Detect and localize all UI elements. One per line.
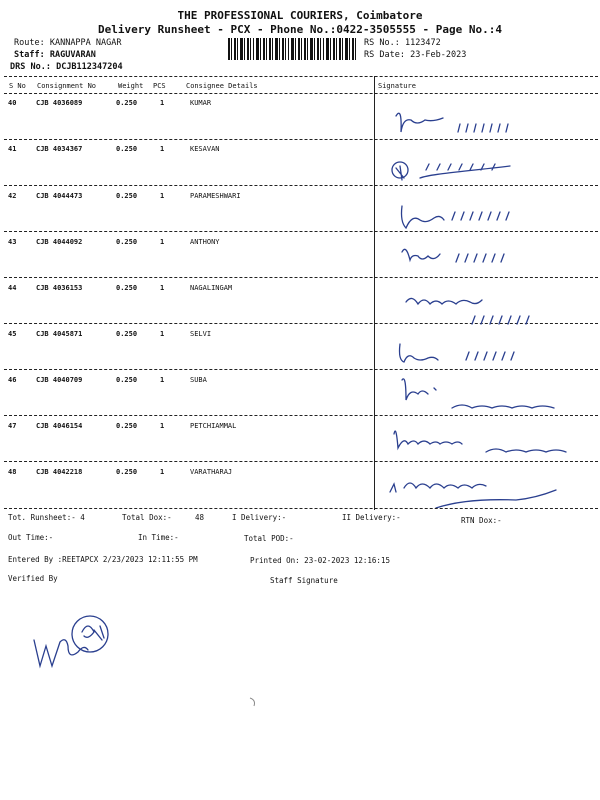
row-consignee: SELVI <box>190 330 212 338</box>
row-weight: 0.250 <box>116 238 138 246</box>
staff-value: RAGUVARAN <box>49 50 96 60</box>
row-consignment: CJB 4044092 <box>36 238 83 246</box>
runsheet-subtitle: Delivery Runsheet - PCX - Phone No.:0422-3505555 - Page No.:4 <box>98 23 502 36</box>
row-sno: 43 <box>8 238 17 246</box>
row-weight: 0.250 <box>116 192 138 200</box>
row-sno: 45 <box>8 330 17 338</box>
verified-by-label: Verified By <box>8 574 58 583</box>
row-consignee: VARATHARAJ <box>190 468 233 476</box>
row-consignment: CJB 4040709 <box>36 376 83 384</box>
row-consignment: CJB 4036089 <box>36 99 83 107</box>
drs-label: DRS No.: <box>10 62 51 72</box>
table-top-rule <box>4 76 598 77</box>
row-divider <box>4 369 598 370</box>
staff-line <box>14 50 96 60</box>
rs-date-line <box>364 50 466 60</box>
printed-on: Printed On: 23-02-2023 12:16:15 <box>250 556 390 565</box>
table-row <box>8 141 376 187</box>
row-sno: 47 <box>8 422 17 430</box>
row-divider <box>4 461 598 462</box>
row-consignment: CJB 4042218 <box>36 468 83 476</box>
rs-no-line <box>364 38 441 48</box>
row-consignment: CJB 4045871 <box>36 330 83 338</box>
rs-date-label: RS Date: <box>364 50 405 60</box>
drs-value: DCJB112347204 <box>56 62 123 72</box>
route-value: KANNAPPA NAGAR <box>49 38 122 48</box>
row-sno: 41 <box>8 145 17 153</box>
table-row <box>8 95 376 141</box>
row-divider <box>4 139 598 140</box>
in-time-label: In Time:- <box>138 533 179 542</box>
row-divider <box>4 231 598 232</box>
row-consignee: NAGALINGAM <box>190 284 233 292</box>
row-weight: 0.250 <box>116 99 138 107</box>
row-divider <box>4 185 598 186</box>
route-line <box>14 38 122 48</box>
col-signature: Signature <box>378 82 416 90</box>
table-row <box>8 372 376 418</box>
row-sno: 46 <box>8 376 17 384</box>
total-dox-label: Total Dox:- <box>122 513 172 522</box>
tot-runsheet: Tot. Runsheet:- 4 <box>8 513 85 522</box>
table-row <box>8 464 376 510</box>
row-weight: 0.250 <box>116 376 138 384</box>
row-weight: 0.250 <box>116 145 138 153</box>
row-sno: 48 <box>8 468 17 476</box>
row-consignment: CJB 4044473 <box>36 192 83 200</box>
row-pcs: 1 <box>160 99 165 107</box>
row-weight: 0.250 <box>116 422 138 430</box>
runsheet-title: THE PROFESSIONAL COURIERS, Coimbatore <box>177 9 423 22</box>
col-pcs: PCS <box>153 82 166 90</box>
row-pcs: 1 <box>160 145 165 153</box>
row-consignment: CJB 4036153 <box>36 284 83 292</box>
staff-label: Staff: <box>14 50 45 60</box>
staff-signature-label: Staff Signature <box>270 576 338 585</box>
i-delivery-label: I Delivery:- <box>232 513 287 522</box>
row-sno: 40 <box>8 99 17 107</box>
col-weight: Weight <box>118 82 144 90</box>
handwritten-signatures <box>376 96 598 508</box>
rtn-dox-label: RTN Dox:- <box>461 516 502 525</box>
row-consignment: CJB 4034367 <box>36 145 83 153</box>
verifier-signature <box>28 610 118 672</box>
row-pcs: 1 <box>160 376 165 384</box>
row-pcs: 1 <box>160 284 165 292</box>
row-consignment: CJB 4046154 <box>36 422 83 430</box>
row-consignee: PETCHIAMMAL <box>190 422 237 430</box>
col-consignee: Consignee Details <box>186 82 258 90</box>
row-weight: 0.250 <box>116 330 138 338</box>
col-sno: S No <box>9 82 26 90</box>
ii-delivery-label: II Delivery:- <box>342 513 401 522</box>
row-sno: 44 <box>8 284 17 292</box>
row-weight: 0.250 <box>116 284 138 292</box>
row-divider <box>4 323 598 324</box>
drs-line <box>10 62 123 72</box>
out-time-label: Out Time:- <box>8 533 54 542</box>
row-pcs: 1 <box>160 238 165 246</box>
row-weight: 0.250 <box>116 468 138 476</box>
row-pcs: 1 <box>160 468 165 476</box>
barcode-icon <box>228 38 356 60</box>
rs-no-label: RS No.: <box>364 38 400 48</box>
table-bottom-rule <box>4 508 598 509</box>
total-pod-label: Total POD:- <box>244 534 294 543</box>
rs-date-value: 23-Feb-2023 <box>410 50 467 60</box>
row-sno: 42 <box>8 192 17 200</box>
table-row <box>8 280 376 326</box>
col-consignment: Consignment No <box>37 82 97 90</box>
table-row <box>8 418 376 464</box>
pen-mark <box>248 696 258 708</box>
rs-no-value: 1123472 <box>404 38 441 48</box>
row-pcs: 1 <box>160 192 165 200</box>
table-row <box>8 188 376 234</box>
row-divider <box>4 277 598 278</box>
row-consignee: ANTHONY <box>190 238 220 246</box>
row-consignee: SUBA <box>190 376 207 384</box>
row-consignee: KESAVAN <box>190 145 220 153</box>
route-label: Route: <box>14 38 45 48</box>
row-pcs: 1 <box>160 330 165 338</box>
row-consignee: KUMAR <box>190 99 212 107</box>
row-divider <box>4 415 598 416</box>
row-consignee: PARAMESHWARI <box>190 192 241 200</box>
row-pcs: 1 <box>160 422 165 430</box>
table-header-rule <box>4 93 598 94</box>
table-row <box>8 326 376 372</box>
total-dox-value: 48 <box>195 513 205 522</box>
entered-by: Entered By :REETAPCX 2/23/2023 12:11:55 PM <box>8 555 198 564</box>
table-row <box>8 234 376 280</box>
